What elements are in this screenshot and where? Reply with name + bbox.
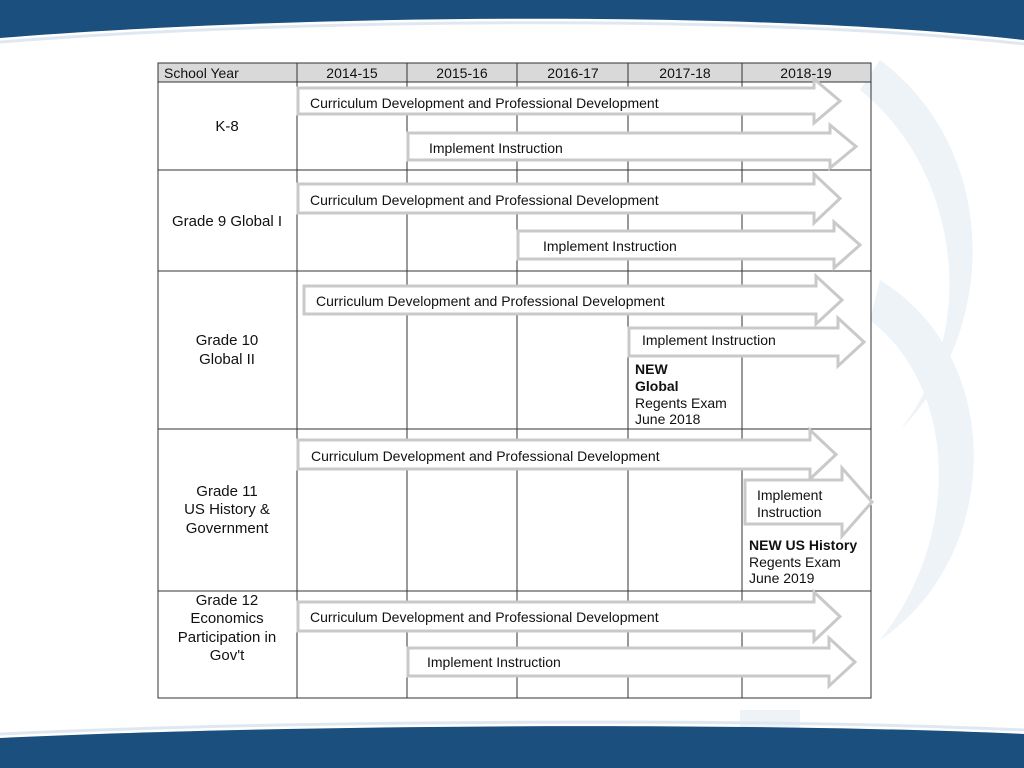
row-label-grade-9: Grade 9 Global I xyxy=(171,213,283,230)
arrow-label: Implement xyxy=(757,487,823,503)
row-label-line: Grade 10 xyxy=(195,332,259,349)
arrow-label: Implement Instruction xyxy=(429,140,563,156)
header-school-year: School Year xyxy=(164,65,239,81)
curriculum-development-arrow xyxy=(304,276,842,324)
header-year-2015-16: 2015-16 xyxy=(436,65,488,81)
row-label-line: Economics xyxy=(190,610,264,627)
exam-note-bold-line: Global xyxy=(635,378,679,394)
top-band xyxy=(0,0,1024,40)
row-label-k8: K-8 xyxy=(215,118,239,135)
curriculum-development-arrow xyxy=(298,174,840,223)
implement-instruction-arrow xyxy=(629,318,864,366)
implement-instruction-arrow xyxy=(408,638,855,686)
arrow-label: Curriculum Development and Professional Development xyxy=(310,609,659,625)
exam-note-line: June 2019 xyxy=(749,570,815,586)
header-year-2017-18: 2017-18 xyxy=(659,65,711,81)
row-label-line: Global II xyxy=(199,351,255,368)
exam-note-bold-line: NEW xyxy=(635,361,668,377)
row-label-line: Grade 11 xyxy=(196,483,258,500)
implementation-timeline-table xyxy=(158,63,872,698)
row-label-line: US History & xyxy=(184,501,270,518)
row-label-grade-10 xyxy=(196,332,259,368)
exam-note-bold-line: NEW US History xyxy=(749,537,858,553)
implement-instruction-arrow xyxy=(408,125,856,168)
arrow-label: Curriculum Development and Professional Development xyxy=(310,192,659,208)
bottom-band xyxy=(0,726,1024,768)
arrow-label: Curriculum Development and Professional Development xyxy=(311,448,660,464)
arrow-label: Implement Instruction xyxy=(543,238,677,254)
header-year-2018-19: 2018-19 xyxy=(780,65,832,81)
arrow-label: Implement Instruction xyxy=(427,654,561,670)
curriculum-development-arrow xyxy=(298,430,836,479)
exam-note-line: Regents Exam xyxy=(749,554,841,570)
table-header xyxy=(158,63,871,82)
arrow-label: Instruction xyxy=(757,504,822,520)
exam-note-us-history xyxy=(749,537,857,586)
arrow-label: Curriculum Development and Professional Development xyxy=(310,95,659,111)
arrow-label: Implement Instruction xyxy=(642,332,776,348)
row-label-grade-11 xyxy=(184,483,270,537)
implement-instruction-arrow xyxy=(518,222,860,268)
row-label-line: Gov't xyxy=(209,647,245,664)
row-label-line: Government xyxy=(185,520,269,537)
header-year-2014-15: 2014-15 xyxy=(326,65,378,81)
row-label-line: Participation in xyxy=(177,629,277,646)
header-year-2016-17: 2016-17 xyxy=(547,65,599,81)
arrow-label: Curriculum Development and Professional Development xyxy=(316,293,665,309)
curriculum-development-arrow xyxy=(298,592,840,641)
exam-note-line: June 2018 xyxy=(635,411,701,427)
exam-note-line: Regents Exam xyxy=(635,395,727,411)
row-label-line: Grade 12 xyxy=(195,592,259,609)
row-label-grade-12 xyxy=(178,592,276,664)
curriculum-development-arrow xyxy=(298,79,840,123)
exam-note-global xyxy=(635,361,727,427)
